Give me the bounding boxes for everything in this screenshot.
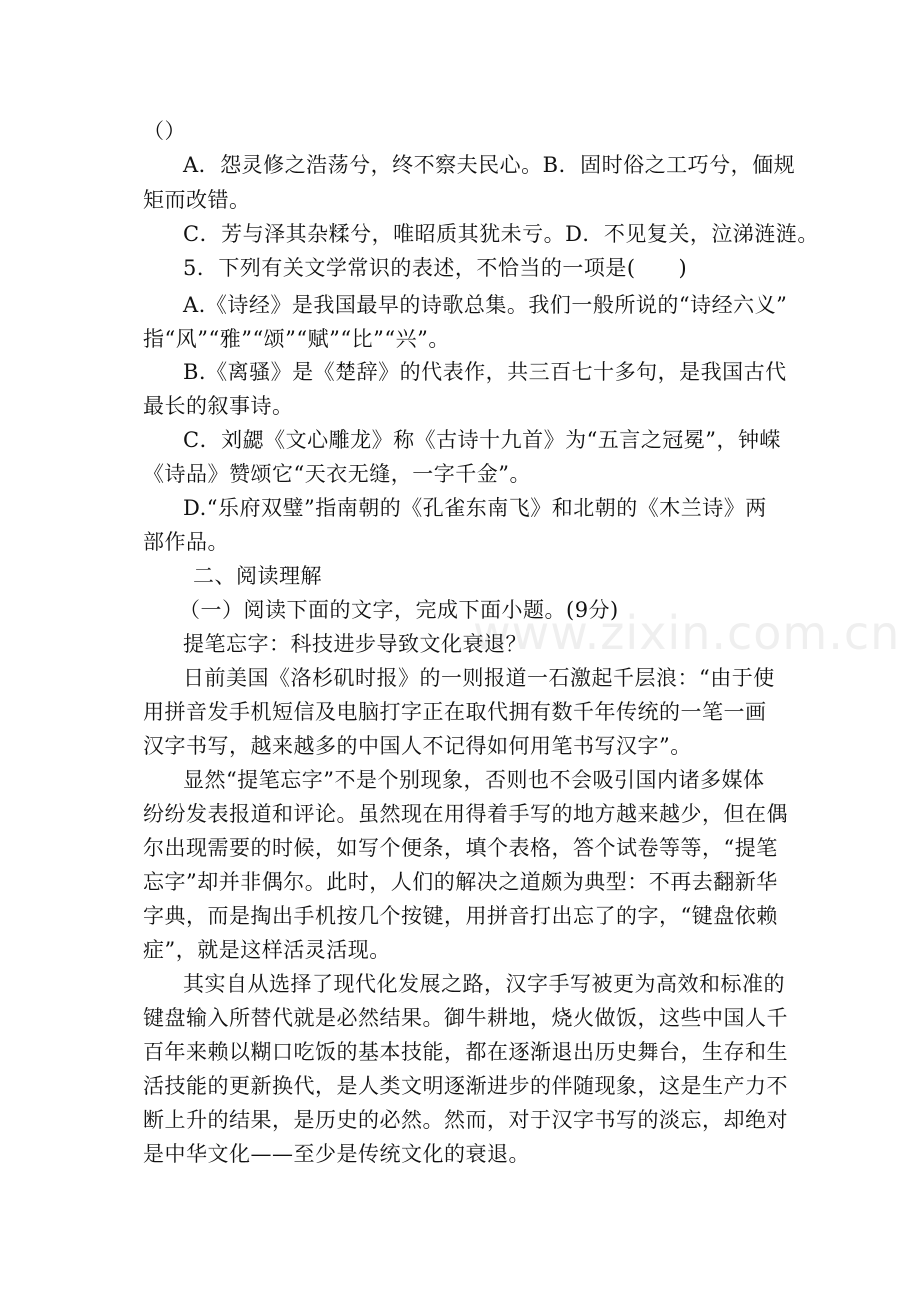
paragraph-line: 百年来赖以糊口吃饭的基本技能，都在逐渐退出历史舞台，生存和生 xyxy=(143,1040,788,1064)
paragraph-line: 显然“提笔忘字”不是个别现象，否则也不会吸引国内诸多媒体 xyxy=(183,768,765,792)
paragraph-line: 其实自从选择了现代化发展之路，汉字手写被更为高效和标准的 xyxy=(183,972,785,996)
paragraph-line: 日前美国《洛杉矶时报》的一则报道一石激起千层浪：“由于使 xyxy=(183,666,775,690)
subsection-heading: （一）阅读下面的文字，完成下面小题。(9分) xyxy=(179,598,619,622)
paragraph-line: 键盘输入所替代就是必然结果。御牛耕地，烧火做饭，这些中国人千 xyxy=(143,1006,788,1030)
question-5: 5．下列有关文学常识的表述，不恰当的一项是( ) xyxy=(183,256,688,280)
paragraph-line: 字典，而是掏出手机按几个按键，用拼音打出忘了的字，“键盘依赖 xyxy=(143,904,778,928)
paragraph-line: 是中华文化——至少是传统文化的衰退。 xyxy=(143,1142,530,1166)
option-line: A．怨灵修之浩荡兮，终不察夫民心。B．固时俗之工巧兮，偭规 xyxy=(183,153,796,177)
option-line: 指“风”“雅”“颂”“赋”“比”“兴”。 xyxy=(143,327,450,351)
paragraph-line: 活技能的更新换代，是人类文明逐渐进步的伴随现象，这是生产力不 xyxy=(143,1074,788,1098)
paragraph-line: 症”，就是这样活灵活现。 xyxy=(143,938,391,962)
paragraph-line: 用拼音发手机短信及电脑打字正在取代拥有数千年传统的一笔一画 xyxy=(143,700,767,724)
section-heading: 二、阅读理解 xyxy=(193,564,322,588)
option-line: C．芳与泽其杂糅兮，唯昭质其犹未亏。D．不见复关，泣涕涟涟。 xyxy=(183,222,819,246)
paragraph-line: 汉字书写，越来越多的中国人不记得如何用笔书写汉字”。 xyxy=(143,734,692,758)
article-title: 提笔忘字：科技进步导致文化衰退？ xyxy=(183,632,527,656)
option-line: 部作品。 xyxy=(143,530,229,554)
paragraph-line: 纷纷发表报道和评论。虽然现在用得着手写的地方越来越少，但在偶 xyxy=(143,802,788,826)
option-line: 《诗品》赞颂它“天衣无缝，一字千金”。 xyxy=(143,462,531,486)
option-line: C．刘勰《文心雕龙》称《古诗十九首》为“五言之冠冕”，钟嵘 xyxy=(183,428,782,452)
option-line: A.《诗经》是我国最早的诗歌总集。我们一般所说的“诗经六义” xyxy=(183,293,788,317)
watermark: www.zixin.com.cn xyxy=(473,606,901,660)
option-line: 最长的叙事诗。 xyxy=(143,394,294,418)
paragraph-line: 尔出现需要的时候，如写个便条，填个表格，答个试卷等等，“提笔 xyxy=(143,836,778,860)
option-line: 矩而改错。 xyxy=(143,188,251,212)
paragraph-line: 断上升的结果，是历史的必然。然而，对于汉字书写的淡忘，却绝对 xyxy=(143,1108,788,1132)
option-line: B.《离骚》是《楚辞》的代表作，共三百七十多句，是我国古代 xyxy=(183,360,787,384)
option-line: D.“乐府双璧”指南朝的《孔雀东南飞》和北朝的《木兰诗》两 xyxy=(183,496,767,520)
paragraph-line: 忘字”却并非偶尔。此时，人们的解决之道颇为典型：不再去翻新华 xyxy=(143,870,778,894)
answer-bracket: （） xyxy=(143,119,186,143)
